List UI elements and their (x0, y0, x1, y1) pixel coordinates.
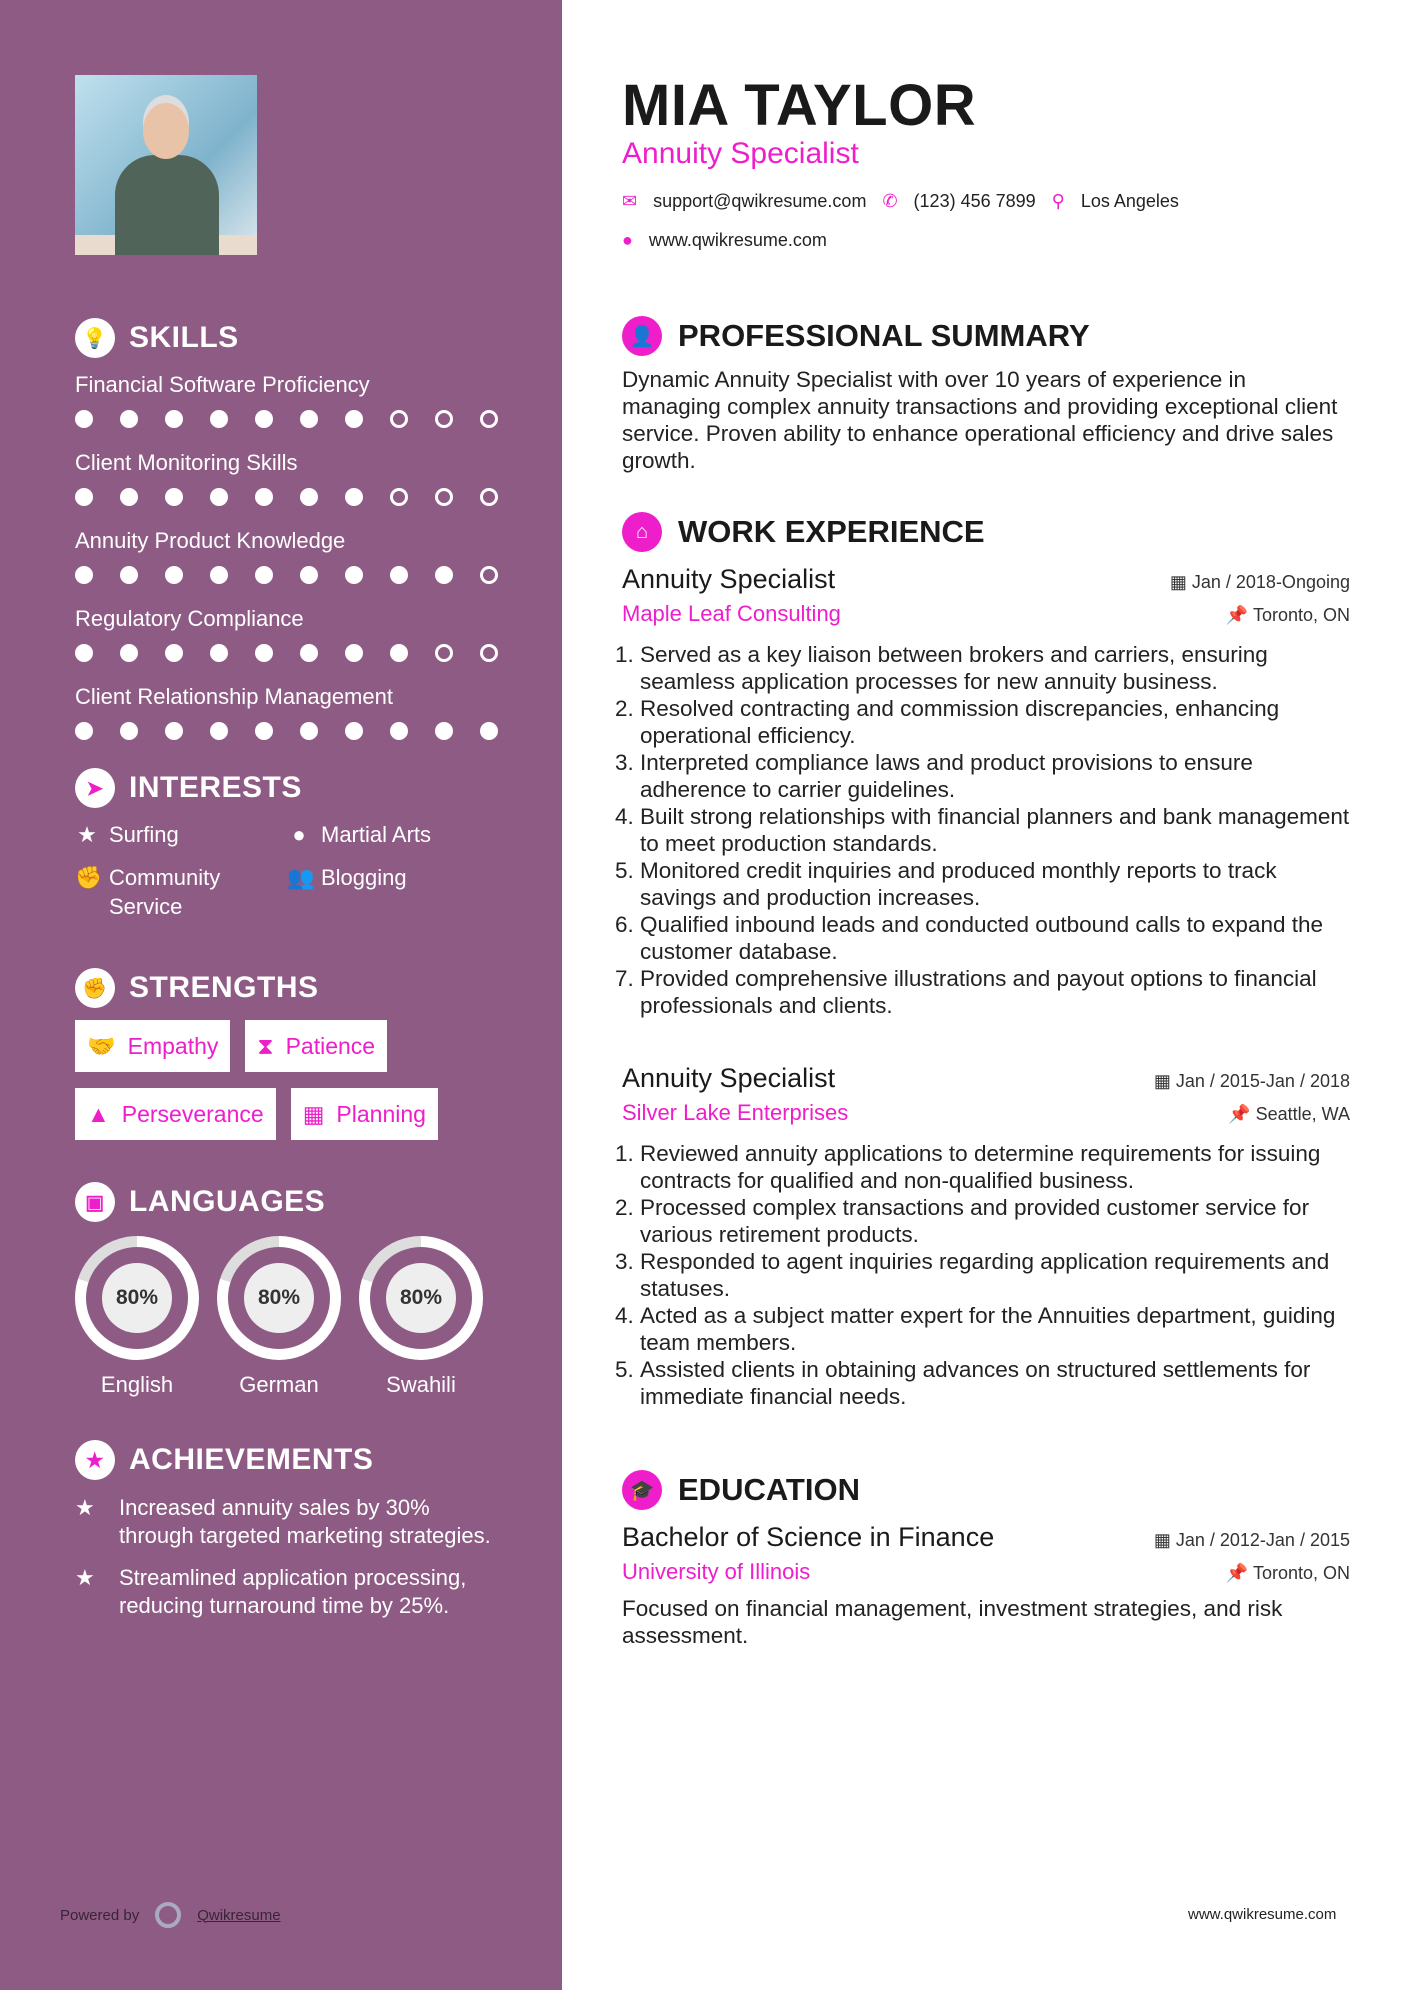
skill-rating (75, 644, 498, 662)
globe-icon: ● (292, 822, 306, 847)
skill-rating (75, 410, 498, 428)
rating-dot-empty (435, 644, 453, 662)
job-bullet: 3. Responded to agent inquiries regarding application requirements and statuses. (640, 1248, 1350, 1302)
school: University of Illinois (622, 1559, 811, 1584)
website[interactable]: www.qwikresume.com (648, 230, 827, 250)
map-pin-icon: ⚲ (1051, 191, 1065, 211)
rating-dot-filled (390, 722, 408, 740)
rating-dot-empty (390, 410, 408, 428)
strength-label: Perseverance (121, 1100, 264, 1127)
fist-icon: ✊ (75, 865, 103, 890)
summary-text: Dynamic Annuity Specialist with over 10 years of experience in managing complex annuity transactions and providing exceptional client service. Proven ability to enhance operational efficiency and drive sales growth. (622, 367, 1338, 473)
language-item (75, 1236, 199, 1398)
job-dates: Jan / 2015-Jan / 2018 (1175, 1071, 1350, 1091)
hourglass-icon: ⧗ (257, 1032, 274, 1059)
rating-dot-empty (480, 488, 498, 506)
strength-label: Planning (336, 1100, 426, 1127)
job-bullet: 1. Served as a key liaison between brokers and carriers, ensuring seamless application processes for new annuity business. (640, 641, 1350, 695)
pushpin-icon: 📌 (1228, 1104, 1256, 1124)
rating-dot-filled (345, 722, 363, 740)
location: Los Angeles (1080, 191, 1179, 211)
strength-chip (245, 1020, 387, 1072)
rating-dot-filled (300, 644, 318, 662)
strength-label: Patience (285, 1032, 376, 1059)
strength-chip (75, 1020, 230, 1072)
rating-dot-filled (300, 566, 318, 584)
rating-dot-filled (255, 644, 273, 662)
rating-dot-filled (165, 488, 183, 506)
strength-chip (75, 1088, 276, 1140)
language-label: English (100, 1372, 174, 1397)
job-bullet: 4. Built strong relationships with financial planners and bank management to meet production standards. (640, 803, 1350, 857)
rating-dot-empty (435, 488, 453, 506)
rating-dot-empty (480, 410, 498, 428)
users-icon: 👥 (287, 865, 315, 890)
rating-dot-filled (75, 488, 93, 506)
education-text: Focused on financial management, investment strategies, and risk assessment. (622, 1596, 1283, 1648)
rating-dot-filled (120, 644, 138, 662)
interest-label: Surfing (109, 822, 179, 847)
rating-dot-filled (165, 722, 183, 740)
strengths-section (75, 968, 515, 1140)
job-location: Seattle, WA (1255, 1104, 1350, 1124)
achievement-text: Streamlined application processing, reducing turnaround time by 25%. (119, 1565, 467, 1618)
qwikresume-logo-icon (155, 1902, 181, 1928)
rating-dot-filled (390, 566, 408, 584)
candidate-name: MIA TAYLOR (622, 73, 977, 138)
degree: Bachelor of Science in Finance (622, 1522, 995, 1552)
achievement-item (75, 1494, 505, 1550)
rating-dot-filled (255, 722, 273, 740)
phone: (123) 456 7899 (913, 191, 1036, 211)
fist-icon: ✊ (75, 968, 115, 1008)
language-percent: 80% (244, 1263, 314, 1333)
rating-dot-filled (300, 722, 318, 740)
achievements-heading: ACHIEVEMENTS (129, 1443, 374, 1476)
rating-dot-filled (210, 644, 228, 662)
rating-dot-filled (210, 566, 228, 584)
rating-dot-filled (120, 488, 138, 506)
job-title: Annuity Specialist (622, 564, 836, 594)
job-dates: Jan / 2018-Ongoing (1191, 572, 1350, 592)
rating-dot-filled (480, 722, 498, 740)
skill-rating (75, 488, 498, 506)
job-bullet: 3. Interpreted compliance laws and product provisions to ensure adherence to carrier guidelines. (640, 749, 1350, 803)
job-bullet: 4. Acted as a subject matter expert for the Annuities department, guiding team members. (640, 1302, 1350, 1356)
achievements-section (75, 1440, 505, 1634)
strength-label: Empathy (127, 1032, 219, 1059)
job-bullet: 1. Reviewed annuity applications to determine requirements for issuing contracts for qualified and non-qualified business. (640, 1140, 1350, 1194)
rating-dot-filled (345, 566, 363, 584)
edu-location: Toronto, ON (1252, 1563, 1350, 1583)
education-section (622, 1470, 1350, 1649)
job-bullet: 5. Monitored credit inquiries and produced monthly reports to track savings and production increases. (640, 857, 1350, 911)
interests-section (75, 768, 487, 921)
shooting-star-icon: ★ (75, 1495, 95, 1520)
calendar-icon: ▦ (1153, 1530, 1176, 1550)
phone-icon: ✆ (882, 191, 898, 211)
job-entry (622, 564, 1350, 1019)
rating-dot-empty (435, 410, 453, 428)
job-entry (622, 1063, 1350, 1410)
rating-dot-filled (255, 488, 273, 506)
summary-heading: PROFESSIONAL SUMMARY (678, 318, 1090, 353)
language-icon: ▣ (75, 1182, 115, 1222)
rating-dot-filled (120, 410, 138, 428)
company: Maple Leaf Consulting (622, 601, 841, 626)
skill-label: Annuity Product Knowledge (75, 528, 346, 553)
languages-section (75, 1182, 483, 1398)
profile-photo (75, 75, 257, 255)
rating-dot-empty (390, 488, 408, 506)
paper-plane-icon: ➤ (75, 768, 115, 808)
interest-item (287, 820, 487, 849)
rating-dot-empty (480, 644, 498, 662)
header (622, 72, 1350, 251)
interest-label: Blogging (321, 865, 407, 890)
rating-dot-filled (210, 722, 228, 740)
rating-dot-filled (165, 644, 183, 662)
rating-dot-filled (75, 410, 93, 428)
rating-dot-filled (345, 488, 363, 506)
graduate-icon: 🎓 (622, 1470, 662, 1510)
rating-dot-filled (165, 410, 183, 428)
pushpin-icon: 📌 (1225, 605, 1253, 625)
skill-label: Regulatory Compliance (75, 606, 304, 631)
rating-dot-empty (480, 566, 498, 584)
rating-dot-filled (210, 410, 228, 428)
skill-rating (75, 566, 498, 584)
languages-heading: LANGUAGES (129, 1185, 326, 1218)
job-bullet: 6. Qualified inbound leads and conducted outbound calls to expand the customer database. (640, 911, 1350, 965)
skill-label: Client Monitoring Skills (75, 450, 298, 475)
strength-chip (291, 1088, 438, 1140)
job-bullet: 2. Processed complex transactions and provided customer service for various retirement products. (640, 1194, 1350, 1248)
interest-label: Community Service (109, 865, 221, 919)
sidebar (0, 0, 562, 1990)
summary-section (622, 316, 1350, 474)
rating-dot-filled (390, 644, 408, 662)
achievement-item (75, 1564, 505, 1620)
powered-by (60, 1902, 281, 1928)
skills-heading: SKILLS (129, 321, 239, 354)
rating-dot-filled (165, 566, 183, 584)
job-title: Annuity Specialist (622, 137, 859, 170)
rating-dot-filled (345, 410, 363, 428)
interest-item (287, 863, 487, 921)
globe-icon: ● (622, 230, 633, 250)
chair-icon: ⌂ (622, 512, 662, 552)
language-percent: 80% (386, 1263, 456, 1333)
language-percent: 80% (102, 1263, 172, 1333)
language-label: Swahili (386, 1372, 456, 1397)
rating-dot-filled (75, 566, 93, 584)
rating-dot-filled (435, 566, 453, 584)
email[interactable]: support@qwikresume.com (653, 191, 867, 211)
company: Silver Lake Enterprises (622, 1100, 849, 1125)
footer-website[interactable]: www.qwikresume.com (1188, 1906, 1337, 1923)
achievement-text: Increased annuity sales by 30% through targeted marketing strategies. (119, 1495, 491, 1548)
rating-dot-filled (300, 488, 318, 506)
calendar-icon: ▦ (1153, 1071, 1176, 1091)
language-ring (75, 1236, 199, 1360)
job-bullet: 2. Resolved contracting and commission discrepancies, enhancing operational efficiency. (640, 695, 1350, 749)
rating-dot-filled (120, 566, 138, 584)
skill-label: Financial Software Proficiency (75, 372, 370, 397)
star-icon: ★ (77, 822, 97, 847)
language-ring (217, 1236, 341, 1360)
rating-dot-filled (75, 722, 93, 740)
calendar-icon: ▦ (1169, 572, 1192, 592)
language-label: German (239, 1372, 319, 1397)
envelope-icon: ✉ (622, 191, 638, 211)
pushpin-icon: 📌 (1225, 1563, 1253, 1583)
lightbulb-icon: 💡 (75, 318, 115, 358)
job-bullet: 7. Provided comprehensive illustrations and payout options to financial professionals and clients. (640, 965, 1350, 1019)
shooting-star-icon: ★ (75, 1440, 115, 1480)
interest-label: Martial Arts (321, 822, 432, 847)
rating-dot-filled (255, 566, 273, 584)
rating-dot-filled (300, 410, 318, 428)
rating-dot-filled (120, 722, 138, 740)
interests-heading: INTERESTS (129, 771, 302, 804)
job-location: Toronto, ON (1252, 605, 1350, 625)
calendar-icon: ▦ (302, 1100, 325, 1127)
work-section (622, 512, 1350, 1410)
skill-label: Client Relationship Management (75, 684, 393, 709)
language-item (359, 1236, 483, 1398)
shooting-star-icon: ★ (75, 1565, 95, 1590)
skill-rating (75, 722, 498, 740)
edu-dates: Jan / 2012-Jan / 2015 (1175, 1530, 1350, 1550)
skills-section (75, 318, 498, 762)
powered-by-text: Powered by (60, 1906, 140, 1924)
interest-item (75, 820, 287, 849)
rating-dot-filled (75, 644, 93, 662)
job-title: Annuity Specialist (622, 1063, 836, 1093)
education-heading: EDUCATION (678, 1472, 860, 1507)
rating-dot-filled (210, 488, 228, 506)
interest-item (75, 863, 287, 921)
handshake-icon: 🤝 (87, 1032, 116, 1059)
road-icon: ▲ (87, 1100, 110, 1127)
language-ring (359, 1236, 483, 1360)
language-item (217, 1236, 341, 1398)
rating-dot-filled (255, 410, 273, 428)
job-bullet: 5. Assisted clients in obtaining advances on structured settlements for immediate financial needs. (640, 1356, 1350, 1410)
strengths-heading: STRENGTHS (129, 971, 319, 1004)
rating-dot-filled (345, 644, 363, 662)
user-icon: 👤 (622, 316, 662, 356)
qwikresume-link[interactable]: Qwikresume (197, 1906, 281, 1924)
rating-dot-filled (435, 722, 453, 740)
work-heading: WORK EXPERIENCE (678, 514, 985, 549)
